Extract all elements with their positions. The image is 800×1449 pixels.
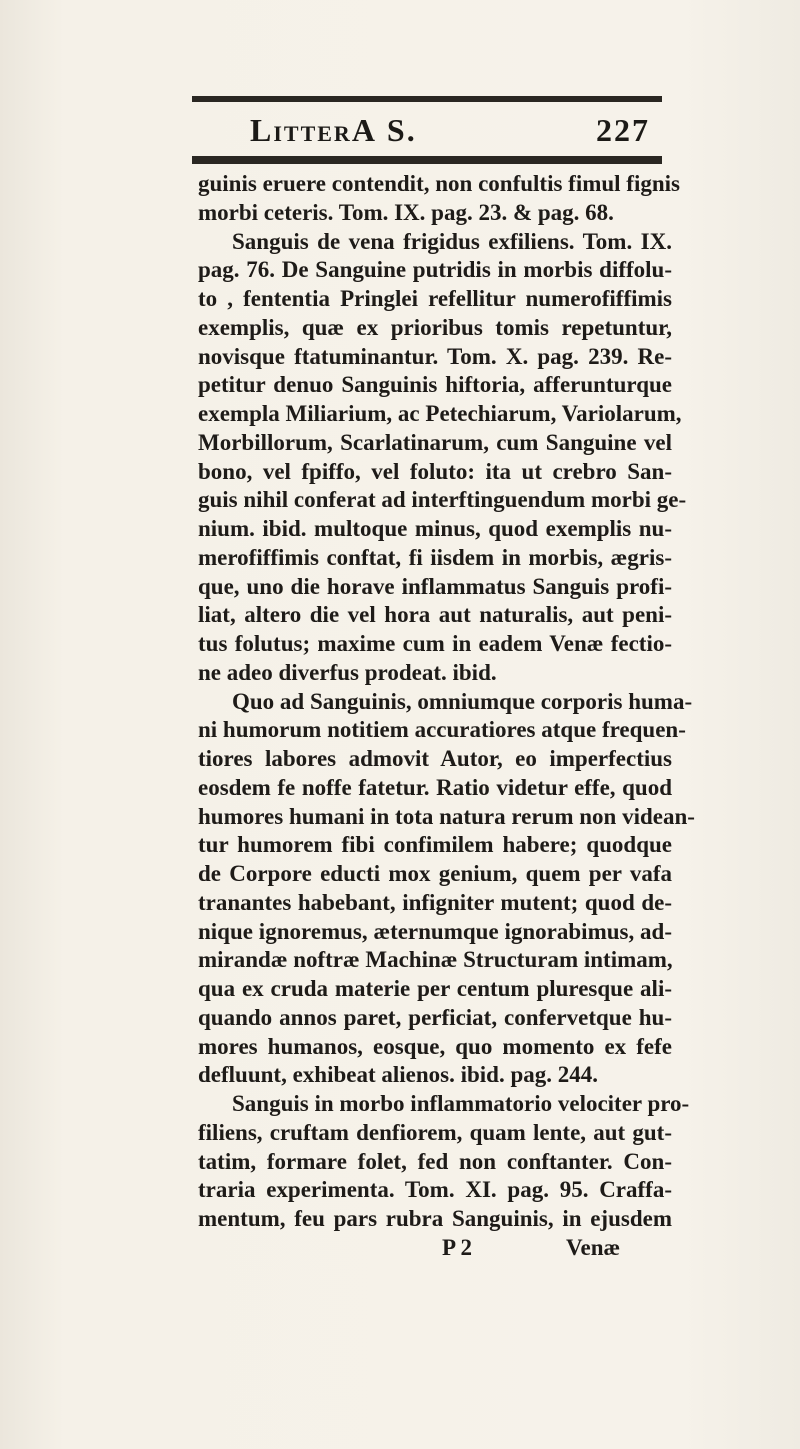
- header-rule-top: [192, 96, 662, 102]
- text-line: ni humorum notitiem accuratiores atque frequen-: [198, 717, 686, 743]
- text-line: guinis eruere contendit, non confultis fimul fignis: [198, 171, 680, 196]
- text-line: morbi ceteris. Tom. IX. pag. 23. & pag. 68.: [198, 199, 614, 225]
- text-line: de Corpore educti mox genium, quem per vafa: [198, 861, 672, 886]
- text-line: traria experimenta. Tom. XI. pag. 95. Craffa-: [198, 1177, 672, 1203]
- running-head: [250, 112, 662, 152]
- text-line: mores humanos, eosque, quo momento ex fefe: [198, 1033, 672, 1059]
- text-line: qua ex cruda materie per centum pluresque ali-: [198, 976, 672, 1001]
- text-line: defluunt, exhibeat alienos. ibid. pag. 244.: [198, 1062, 599, 1088]
- text-line: pag. 76. De Sanguine putridis in morbis diffolu-: [198, 257, 672, 283]
- text-line: Quo ad Sanguinis, omniumque corporis huma-: [232, 688, 693, 714]
- text-line: exemplis, quæ ex prioribus tomis repetuntur,: [198, 314, 672, 340]
- text-line: exempla Miliarium, ac Petechiarum, Variolarum,: [198, 401, 682, 426]
- text-line: eosdem fe noffe fatetur. Ratio videtur effe, quod: [198, 774, 672, 800]
- body-text: [198, 170, 695, 1263]
- text-line: liat, altero die vel hora aut naturalis, aut peni-: [198, 602, 672, 628]
- text-line: petitur denuo Sanguinis hiftoria, afferunturque: [198, 372, 672, 398]
- text-line: filiens, cruftam denfiorem, quam lente, aut gut-: [198, 1119, 672, 1145]
- text-line: tranantes habebant, infigniter mutent; quod de-: [198, 889, 672, 915]
- text-line: tus folutus; maxime cum in eadem Venæ fectio-: [198, 631, 672, 656]
- text-line: mirandæ noftræ Machinæ Structuram intimam,: [198, 947, 673, 973]
- text-line: nique ignoremus, æternumque ignorabimus, ad-: [198, 918, 672, 944]
- text-line: tur humorem fibi confimilem habere; quodque: [198, 832, 672, 858]
- text-line: ne adeo diverfus prodeat. ibid.: [198, 659, 497, 685]
- page-number: 227: [596, 112, 650, 148]
- text-line: bono, vel fpiffo, vel foluto: ita ut crebro San-: [198, 458, 672, 484]
- text-line: tiores labores admovit Autor, eo imperfectius: [198, 746, 672, 771]
- catchline: [198, 1234, 672, 1263]
- text-line: Morbillorum, Scarlatinarum, cum Sanguine vel: [198, 429, 672, 455]
- running-title: LitterА S.: [250, 112, 417, 148]
- catchword: Venæ: [566, 1234, 621, 1260]
- text-line: Sanguis in morbo inflammatorio velociter pro-: [232, 1091, 690, 1116]
- text-line: quando annos paret, perficiat, confervetque hu-: [198, 1004, 672, 1030]
- signature-mark: P 2: [442, 1234, 473, 1260]
- text-line: merofiffimis conftat, fi iisdem in morbis, ægris-: [198, 544, 672, 570]
- header-rule-bottom: [192, 156, 662, 164]
- text-line: novisque ftatuminantur. Tom. X. pag. 239. Re-: [198, 343, 672, 369]
- text-line: humores humani in tota natura rerum non videan-: [198, 803, 695, 829]
- text-line: to , fententia Pringlei refellitur numerofiffimis: [198, 286, 672, 311]
- text-line: que, uno die horave inflammatus Sanguis profi-: [198, 573, 672, 599]
- text-line: tatim, formare folet, fed non conftanter. Con-: [198, 1148, 672, 1174]
- text-line: nium. ibid. multoque minus, quod exemplis nu-: [198, 516, 672, 541]
- text-line: mentum, feu pars rubra Sanguinis, in ejusdem: [198, 1206, 672, 1231]
- text-line: guis nihil conferat ad interftinguendum morbi ge-: [198, 487, 687, 513]
- text-line: Sanguis de vena frigidus exfiliens. Tom. IX.: [232, 228, 672, 254]
